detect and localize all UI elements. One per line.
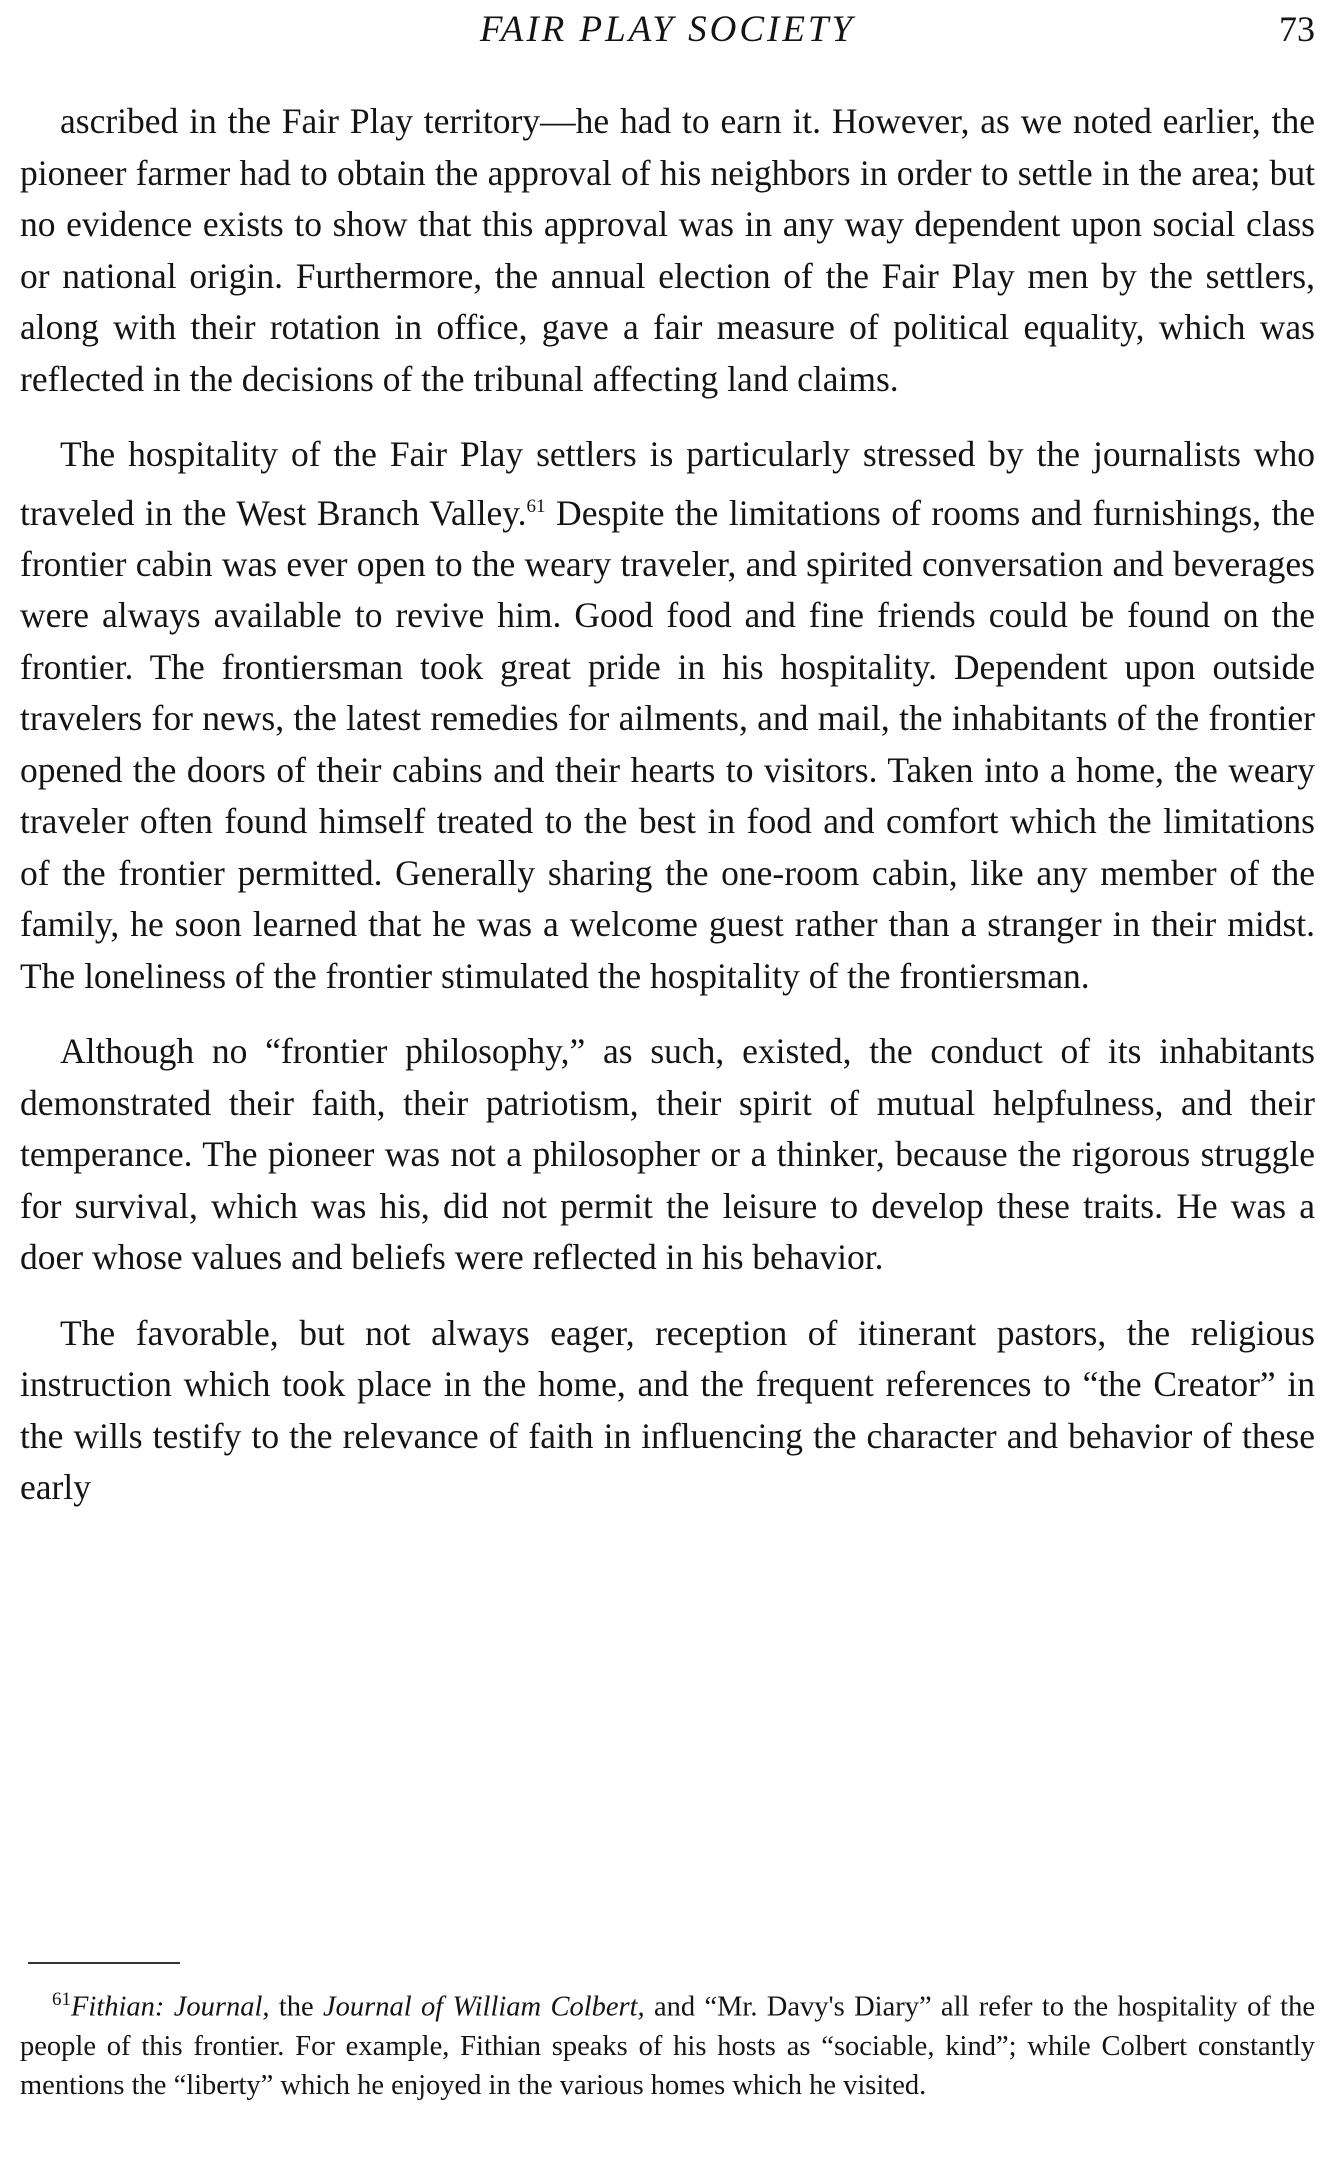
page-number: 73 bbox=[1279, 9, 1315, 49]
footnote-connector: the bbox=[269, 1991, 323, 2023]
paragraph-2 bbox=[20, 429, 1315, 1002]
footnote-text: and “Mr. Davy's Diary” all refer to the hospitality of the people of this frontier. For example, Fithian speaks of his hosts as “sociable, kind”; while Colbert constantly mentions the “liberty” which he enjoyed in the various homes which he visited. bbox=[20, 1991, 1315, 2101]
body-text bbox=[20, 96, 1315, 1538]
footnote bbox=[20, 1980, 1315, 2105]
paragraph-2-text-after-note: Despite the limitations of rooms and furnishings, the frontier cabin was ever open to the weary traveler, and spirited conversation and beverages were always available to revive him. Good food and fine friends could be found on the frontier. The frontiersman took great pride in his hospitality. Dependent upon outside travelers for news, the latest remedies for ailments, and mail, the inhabitants of the frontier opened the doors of their cabins and their hearts to visitors. Taken into a home, the weary traveler often found himself treated to the best in food and comfort which the limitations of the frontier permitted. Generally sharing the one-room cabin, like any member of the family, he soon learned that he was a welcome guest rather than a stranger in their midst. The loneliness of the frontier stimulated the hospitality of the frontiersman. bbox=[20, 492, 1315, 996]
footnote-rule bbox=[28, 1962, 180, 1964]
paragraph-4: The favorable, but not always eager, reception of itinerant pastors, the religious instruction which took place in the home, and the frequent references to “the Creator” in the wills testify to the relevance of faith in influencing the character and behavior of these early bbox=[20, 1312, 1315, 1508]
paragraph-3: Although no “frontier philosophy,” as such, existed, the conduct of its inhabitants demonstrated their faith, their patriotism, their spirit of mutual helpfulness, and their temperance. The pioneer was not a philosopher or a thinker, because the rigorous struggle for survival, which was his, did not permit the leisure to develop these traits. He was a doer whose values and beliefs were reflected in his behavior. bbox=[20, 1031, 1315, 1278]
running-head bbox=[20, 8, 1315, 58]
running-title: FAIR PLAY SOCIETY bbox=[479, 9, 856, 50]
footnote-number: 61 bbox=[52, 1989, 71, 2010]
paragraph-1: ascribed in the Fair Play territory—he had to earn it. However, as we noted earlier, the pioneer farmer had to obtain the approval of his neighbors in order to settle in the area; but no evidence exists to show that this approval was in any way dependent upon social class or national origin. Furthermore, the annual election of the Fair Play men by the settlers, along with their rotation in office, gave a fair measure of political equality, which was reflected in the decisions of the tribunal affecting land claims. bbox=[20, 101, 1315, 399]
paragraph-2-text-before-note: The hospitality of the Fair Play settlers is particularly stressed by the journalists who traveled in the West Branch Valley. bbox=[20, 434, 1315, 533]
footnote-source-colbert: Journal of William Colbert, bbox=[322, 1991, 645, 2023]
footnote-reference: 61 bbox=[526, 495, 546, 517]
footnote-source-fithian: Fithian: Journal, bbox=[71, 1991, 270, 2023]
